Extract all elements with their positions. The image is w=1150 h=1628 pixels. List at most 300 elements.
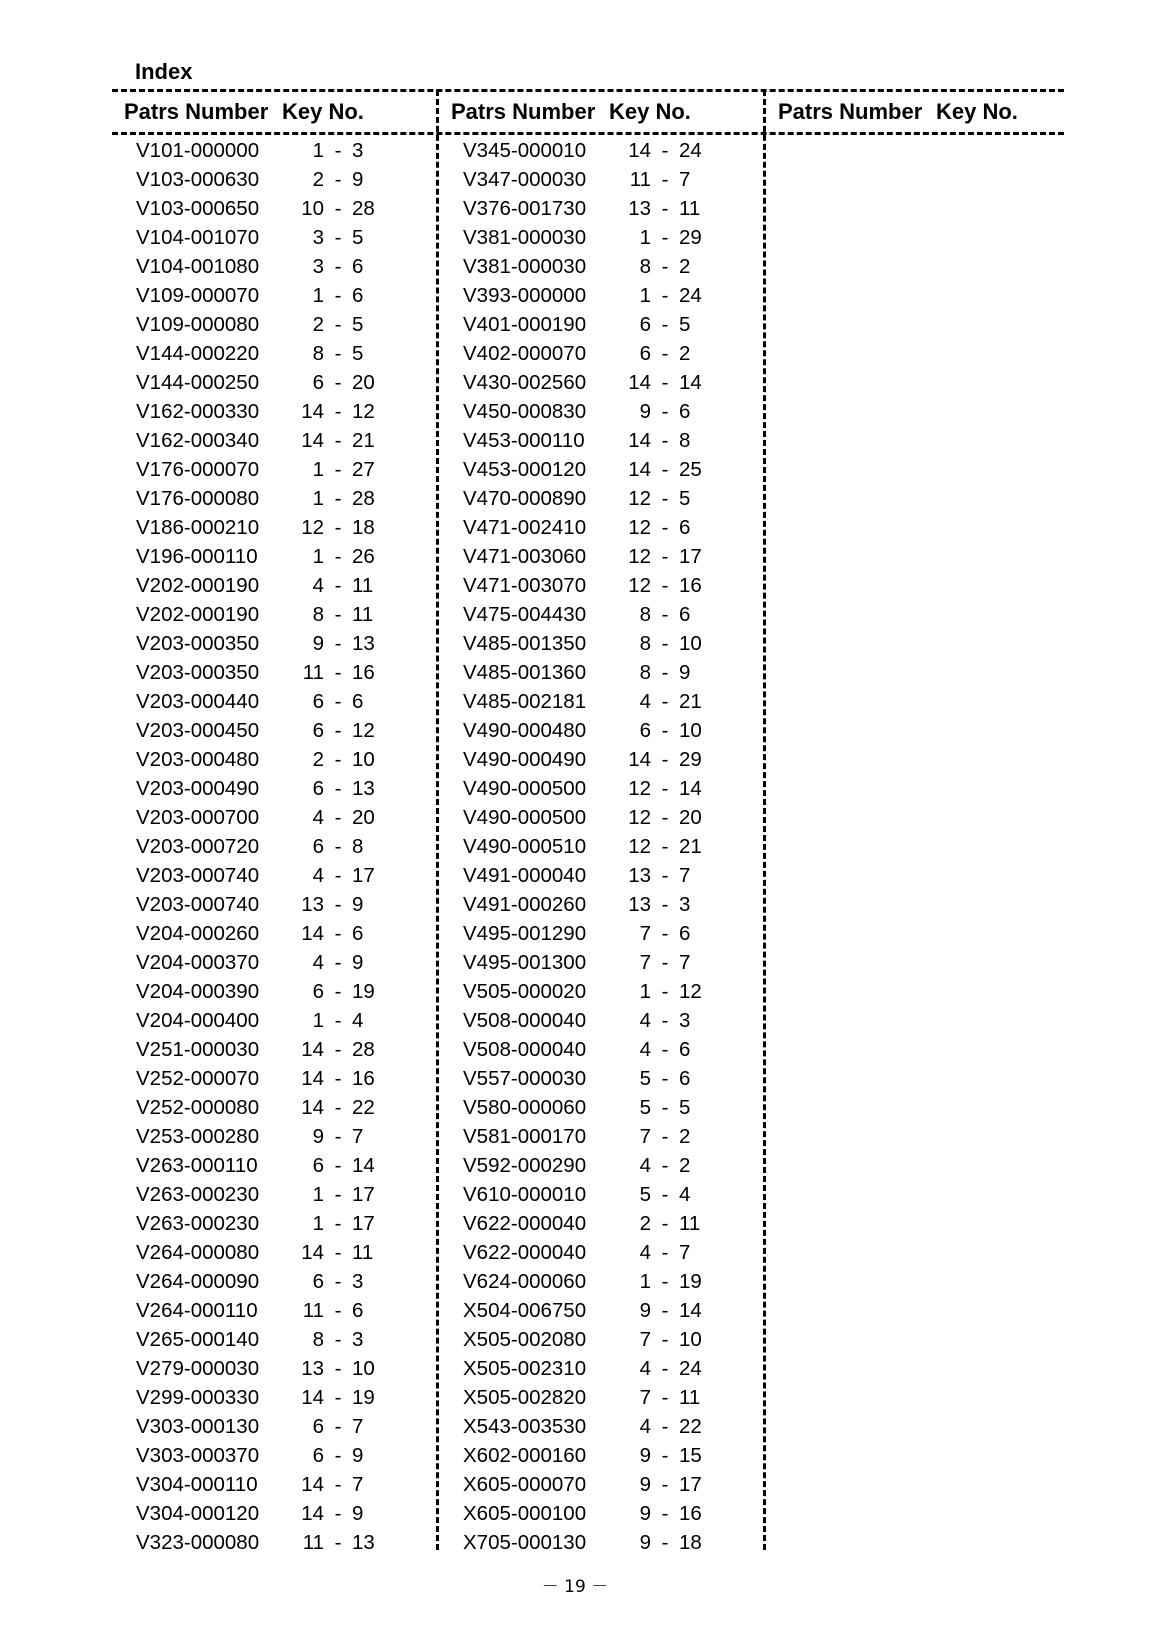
key-item: 26	[352, 544, 375, 568]
key-separator: -	[334, 457, 342, 481]
key-page: 1	[639, 283, 651, 307]
key-item: 22	[352, 1095, 375, 1119]
key-item: 5	[679, 486, 691, 510]
part-number: V592-000290	[463, 1153, 587, 1177]
table-row	[439, 1035, 765, 1064]
part-number: X705-000130	[463, 1530, 587, 1554]
key-page: 8	[312, 602, 324, 626]
key-page: 13	[301, 892, 324, 916]
key-page: 4	[639, 1356, 651, 1380]
key-separator: -	[661, 283, 669, 307]
key-separator: -	[661, 1211, 669, 1235]
table-row	[439, 716, 765, 745]
key-page: 9	[639, 1501, 651, 1525]
column-header	[439, 92, 765, 132]
key-page: 14	[628, 457, 651, 481]
table-row	[112, 426, 438, 455]
key-separator: -	[661, 254, 669, 278]
key-separator: -	[334, 747, 342, 771]
key-page: 2	[639, 1211, 651, 1235]
part-number: V491-000260	[463, 892, 587, 916]
key-page: 1	[312, 486, 324, 510]
part-number: V557-000030	[463, 1066, 587, 1090]
table-row	[112, 223, 438, 252]
part-number: V203-000720	[136, 834, 260, 858]
key-page: 14	[301, 1501, 324, 1525]
key-separator: -	[334, 1530, 342, 1554]
table-row	[439, 455, 765, 484]
table-row	[112, 1035, 438, 1064]
part-number: V203-000740	[136, 892, 260, 916]
key-page: 6	[312, 1443, 324, 1467]
table-row	[112, 194, 438, 223]
key-separator: -	[661, 167, 669, 191]
table-row	[439, 745, 765, 774]
key-number	[284, 226, 392, 250]
key-number	[611, 574, 719, 598]
part-number: V176-000070	[136, 457, 260, 481]
key-number	[611, 1270, 719, 1294]
key-separator: -	[334, 138, 342, 162]
table-row	[439, 368, 765, 397]
key-separator: -	[334, 1037, 342, 1061]
key-number	[284, 603, 392, 627]
key-item: 25	[679, 457, 702, 481]
key-number	[284, 1415, 392, 1439]
table-row	[439, 252, 765, 281]
part-number: X543-003530	[463, 1414, 587, 1438]
key-separator: -	[661, 1530, 669, 1554]
table-row	[439, 687, 765, 716]
key-number	[284, 139, 392, 163]
part-number: V202-000190	[136, 573, 260, 597]
key-item: 12	[352, 399, 375, 423]
table-row	[112, 1325, 438, 1354]
key-number	[611, 284, 719, 308]
key-number	[284, 806, 392, 830]
key-number	[611, 1038, 719, 1062]
table-row	[112, 397, 438, 426]
key-number	[284, 255, 392, 279]
key-number	[611, 313, 719, 337]
key-number	[611, 719, 719, 743]
key-number	[611, 516, 719, 540]
table-row	[112, 919, 438, 948]
key-number	[284, 168, 392, 192]
key-page: 1	[312, 1182, 324, 1206]
key-page: 4	[312, 950, 324, 974]
key-item: 10	[679, 718, 702, 742]
key-number	[611, 458, 719, 482]
key-item: 24	[679, 138, 702, 162]
table-row	[439, 1441, 765, 1470]
part-number: V505-000020	[463, 979, 587, 1003]
key-separator: -	[334, 283, 342, 307]
key-page: 9	[639, 1472, 651, 1496]
key-separator: -	[334, 341, 342, 365]
key-item: 19	[352, 1385, 375, 1409]
key-item: 13	[352, 776, 375, 800]
key-page: 14	[301, 399, 324, 423]
table-row	[439, 136, 765, 165]
key-separator: -	[334, 863, 342, 887]
key-number	[284, 1009, 392, 1033]
table-row	[112, 803, 438, 832]
key-item: 10	[679, 631, 702, 655]
part-number: V252-000080	[136, 1095, 260, 1119]
key-page: 6	[312, 1414, 324, 1438]
part-number: V279-000030	[136, 1356, 260, 1380]
key-item: 7	[679, 863, 691, 887]
table-row	[439, 658, 765, 687]
key-page: 1	[639, 979, 651, 1003]
table-row	[112, 1499, 438, 1528]
key-number	[284, 400, 392, 424]
part-number: V252-000070	[136, 1066, 260, 1090]
key-page: 3	[312, 225, 324, 249]
part-number: V263-000110	[136, 1153, 258, 1177]
key-page: 9	[312, 631, 324, 655]
key-item: 8	[679, 428, 691, 452]
key-page: 7	[639, 1385, 651, 1409]
key-item: 19	[352, 979, 375, 1003]
part-number: V203-000440	[136, 689, 260, 713]
key-page: 13	[301, 1356, 324, 1380]
key-page: 13	[628, 863, 651, 887]
key-item: 3	[352, 1269, 364, 1293]
key-item: 6	[679, 1037, 691, 1061]
key-number	[284, 951, 392, 975]
key-number	[611, 661, 719, 685]
part-number: V508-000040	[463, 1037, 587, 1061]
key-page: 1	[639, 1269, 651, 1293]
key-item: 2	[679, 341, 691, 365]
part-number: V490-000500	[463, 776, 587, 800]
key-no-header: Key No.	[936, 99, 1018, 124]
part-number: X602-000160	[463, 1443, 587, 1467]
part-number: V471-002410	[463, 515, 587, 539]
part-number: V581-000170	[463, 1124, 587, 1148]
part-number: V402-000070	[463, 341, 587, 365]
table-row	[112, 513, 438, 542]
key-item: 5	[352, 225, 364, 249]
part-number: V162-000330	[136, 399, 260, 423]
key-item: 28	[352, 196, 375, 220]
key-number	[284, 1038, 392, 1062]
key-number	[284, 1444, 392, 1468]
key-item: 5	[679, 312, 691, 336]
key-number	[611, 487, 719, 511]
key-page: 8	[312, 1327, 324, 1351]
table-row	[112, 1528, 438, 1557]
key-number	[611, 748, 719, 772]
table-row	[439, 310, 765, 339]
key-item: 18	[679, 1530, 702, 1554]
key-item: 18	[352, 515, 375, 539]
part-number: V101-000000	[136, 138, 260, 162]
part-number: V204-000370	[136, 950, 260, 974]
key-number	[284, 1357, 392, 1381]
key-separator: -	[334, 1269, 342, 1293]
column-header	[766, 92, 1092, 132]
key-number	[284, 458, 392, 482]
key-separator: -	[334, 892, 342, 916]
key-number	[611, 690, 719, 714]
key-number	[611, 1183, 719, 1207]
key-separator: -	[661, 312, 669, 336]
key-item: 3	[352, 138, 364, 162]
key-item: 6	[679, 515, 691, 539]
key-item: 20	[352, 370, 375, 394]
key-item: 10	[679, 1327, 702, 1351]
key-item: 28	[352, 1037, 375, 1061]
part-number: V485-002181	[463, 689, 587, 713]
key-separator: -	[334, 370, 342, 394]
key-separator: -	[661, 1066, 669, 1090]
key-separator: -	[334, 1124, 342, 1148]
key-page: 4	[312, 863, 324, 887]
key-page: 9	[312, 1124, 324, 1148]
key-separator: -	[661, 631, 669, 655]
key-page: 14	[301, 1066, 324, 1090]
key-page: 8	[639, 602, 651, 626]
key-page: 7	[639, 1327, 651, 1351]
key-number	[611, 1415, 719, 1439]
part-number: V263-000230	[136, 1182, 260, 1206]
table-row	[112, 165, 438, 194]
key-number	[284, 1125, 392, 1149]
key-number	[611, 1212, 719, 1236]
table-row	[112, 861, 438, 890]
key-separator: -	[334, 1385, 342, 1409]
part-number: V162-000340	[136, 428, 260, 452]
key-item: 11	[352, 1240, 374, 1264]
key-separator: -	[334, 660, 342, 684]
key-item: 3	[679, 892, 691, 916]
key-page: 1	[312, 283, 324, 307]
key-separator: -	[661, 1008, 669, 1032]
key-number	[284, 632, 392, 656]
table-row	[112, 745, 438, 774]
key-page: 9	[639, 399, 651, 423]
key-separator: -	[661, 718, 669, 742]
page-title: Index	[135, 59, 193, 84]
key-page: 6	[639, 718, 651, 742]
key-separator: -	[661, 515, 669, 539]
key-number	[611, 951, 719, 975]
key-item: 14	[679, 776, 702, 800]
part-number: V490-000500	[463, 805, 587, 829]
key-number	[611, 806, 719, 830]
key-item: 22	[679, 1414, 702, 1438]
key-number	[611, 400, 719, 424]
key-page: 6	[312, 689, 324, 713]
key-separator: -	[661, 573, 669, 597]
key-number	[284, 574, 392, 598]
part-number: V471-003060	[463, 544, 587, 568]
key-separator: -	[661, 457, 669, 481]
key-item: 13	[352, 631, 375, 655]
part-number: V203-000700	[136, 805, 260, 829]
key-page: 7	[639, 921, 651, 945]
key-page: 13	[628, 196, 651, 220]
key-item: 16	[352, 660, 375, 684]
part-number: V430-002560	[463, 370, 587, 394]
key-page: 4	[639, 1240, 651, 1264]
key-page: 11	[302, 660, 324, 684]
key-page: 8	[639, 254, 651, 278]
table-row	[439, 919, 765, 948]
part-number: V490-000510	[463, 834, 587, 858]
key-number	[284, 429, 392, 453]
key-page: 4	[639, 1153, 651, 1177]
table-row	[439, 281, 765, 310]
part-number: V304-000110	[136, 1472, 258, 1496]
key-separator: -	[661, 689, 669, 713]
part-number: V109-000070	[136, 283, 260, 307]
table-row	[439, 397, 765, 426]
part-number: V203-000490	[136, 776, 260, 800]
key-number	[611, 1154, 719, 1178]
key-item: 6	[352, 921, 364, 945]
part-number: V204-000260	[136, 921, 260, 945]
key-separator: -	[661, 1269, 669, 1293]
table-row	[112, 542, 438, 571]
key-item: 17	[679, 544, 702, 568]
key-number	[611, 429, 719, 453]
table-row	[112, 1209, 438, 1238]
key-number	[284, 313, 392, 337]
key-page: 12	[301, 515, 324, 539]
key-item: 6	[352, 1298, 364, 1322]
key-page: 1	[312, 457, 324, 481]
key-separator: -	[334, 167, 342, 191]
key-item: 2	[679, 254, 691, 278]
part-number: V264-000080	[136, 1240, 260, 1264]
key-separator: -	[661, 399, 669, 423]
table-row	[439, 1267, 765, 1296]
key-page: 14	[301, 1037, 324, 1061]
table-row	[439, 600, 765, 629]
key-separator: -	[661, 1356, 669, 1380]
part-number: V453-000120	[463, 457, 587, 481]
part-number: V485-001360	[463, 660, 587, 684]
part-number: V622-000040	[463, 1211, 587, 1235]
index-column-3	[766, 92, 1092, 136]
key-separator: -	[334, 1472, 342, 1496]
part-number: V303-000370	[136, 1443, 260, 1467]
key-item: 6	[352, 283, 364, 307]
table-row	[112, 136, 438, 165]
table-row	[112, 1122, 438, 1151]
key-page: 12	[628, 515, 651, 539]
key-item: 20	[679, 805, 702, 829]
key-item: 9	[352, 167, 364, 191]
key-separator: -	[334, 428, 342, 452]
key-separator: -	[661, 1298, 669, 1322]
key-item: 21	[679, 834, 702, 858]
key-item: 9	[352, 1501, 364, 1525]
key-number	[284, 1531, 392, 1555]
key-number	[611, 139, 719, 163]
table-row	[112, 1267, 438, 1296]
key-separator: -	[334, 1240, 342, 1264]
key-separator: -	[661, 428, 669, 452]
key-item: 6	[352, 689, 364, 713]
key-separator: -	[334, 1066, 342, 1090]
key-item: 17	[352, 1182, 375, 1206]
index-column-2	[439, 92, 765, 1557]
key-separator: -	[334, 718, 342, 742]
key-page: 6	[312, 370, 324, 394]
part-number: V401-000190	[463, 312, 587, 336]
key-separator: -	[661, 1037, 669, 1061]
key-item: 6	[679, 921, 691, 945]
key-number	[284, 1473, 392, 1497]
part-number: V490-000480	[463, 718, 587, 742]
part-number: X505-002310	[463, 1356, 587, 1380]
key-separator: -	[334, 1211, 342, 1235]
key-item: 9	[679, 660, 691, 684]
key-page: 14	[628, 428, 651, 452]
key-item: 3	[679, 1008, 691, 1032]
key-item: 9	[352, 950, 364, 974]
table-row	[112, 1151, 438, 1180]
key-page: 9	[639, 1530, 651, 1554]
key-number	[284, 980, 392, 1004]
key-number	[284, 516, 392, 540]
table-row	[439, 861, 765, 890]
part-number: V450-000830	[463, 399, 587, 423]
key-number	[284, 1299, 392, 1323]
part-number: V491-000040	[463, 863, 587, 887]
key-number	[611, 1386, 719, 1410]
key-separator: -	[334, 950, 342, 974]
part-number: V475-004430	[463, 602, 587, 626]
key-page: 14	[301, 921, 324, 945]
part-number: V495-001290	[463, 921, 587, 945]
part-number: V323-000080	[136, 1530, 260, 1554]
key-number	[284, 1096, 392, 1120]
key-page: 5	[639, 1095, 651, 1119]
key-page: 7	[639, 1124, 651, 1148]
key-separator: -	[334, 979, 342, 1003]
key-separator: -	[661, 196, 669, 220]
key-number	[284, 1241, 392, 1265]
key-number	[284, 342, 392, 366]
key-separator: -	[661, 1501, 669, 1525]
key-separator: -	[661, 747, 669, 771]
table-row	[439, 223, 765, 252]
key-page: 11	[302, 1298, 324, 1322]
key-number	[284, 1386, 392, 1410]
key-item: 12	[679, 979, 702, 1003]
key-item: 15	[679, 1443, 702, 1467]
key-page: 4	[639, 1414, 651, 1438]
part-number: V376-001730	[463, 196, 587, 220]
key-number	[284, 1502, 392, 1526]
part-number: V253-000280	[136, 1124, 260, 1148]
table-row	[439, 803, 765, 832]
key-page: 9	[639, 1443, 651, 1467]
key-number	[611, 545, 719, 569]
table-row	[112, 1296, 438, 1325]
part-number: V203-000480	[136, 747, 260, 771]
key-number	[284, 1270, 392, 1294]
key-page: 14	[628, 747, 651, 771]
key-item: 16	[679, 1501, 702, 1525]
part-number: V490-000490	[463, 747, 587, 771]
